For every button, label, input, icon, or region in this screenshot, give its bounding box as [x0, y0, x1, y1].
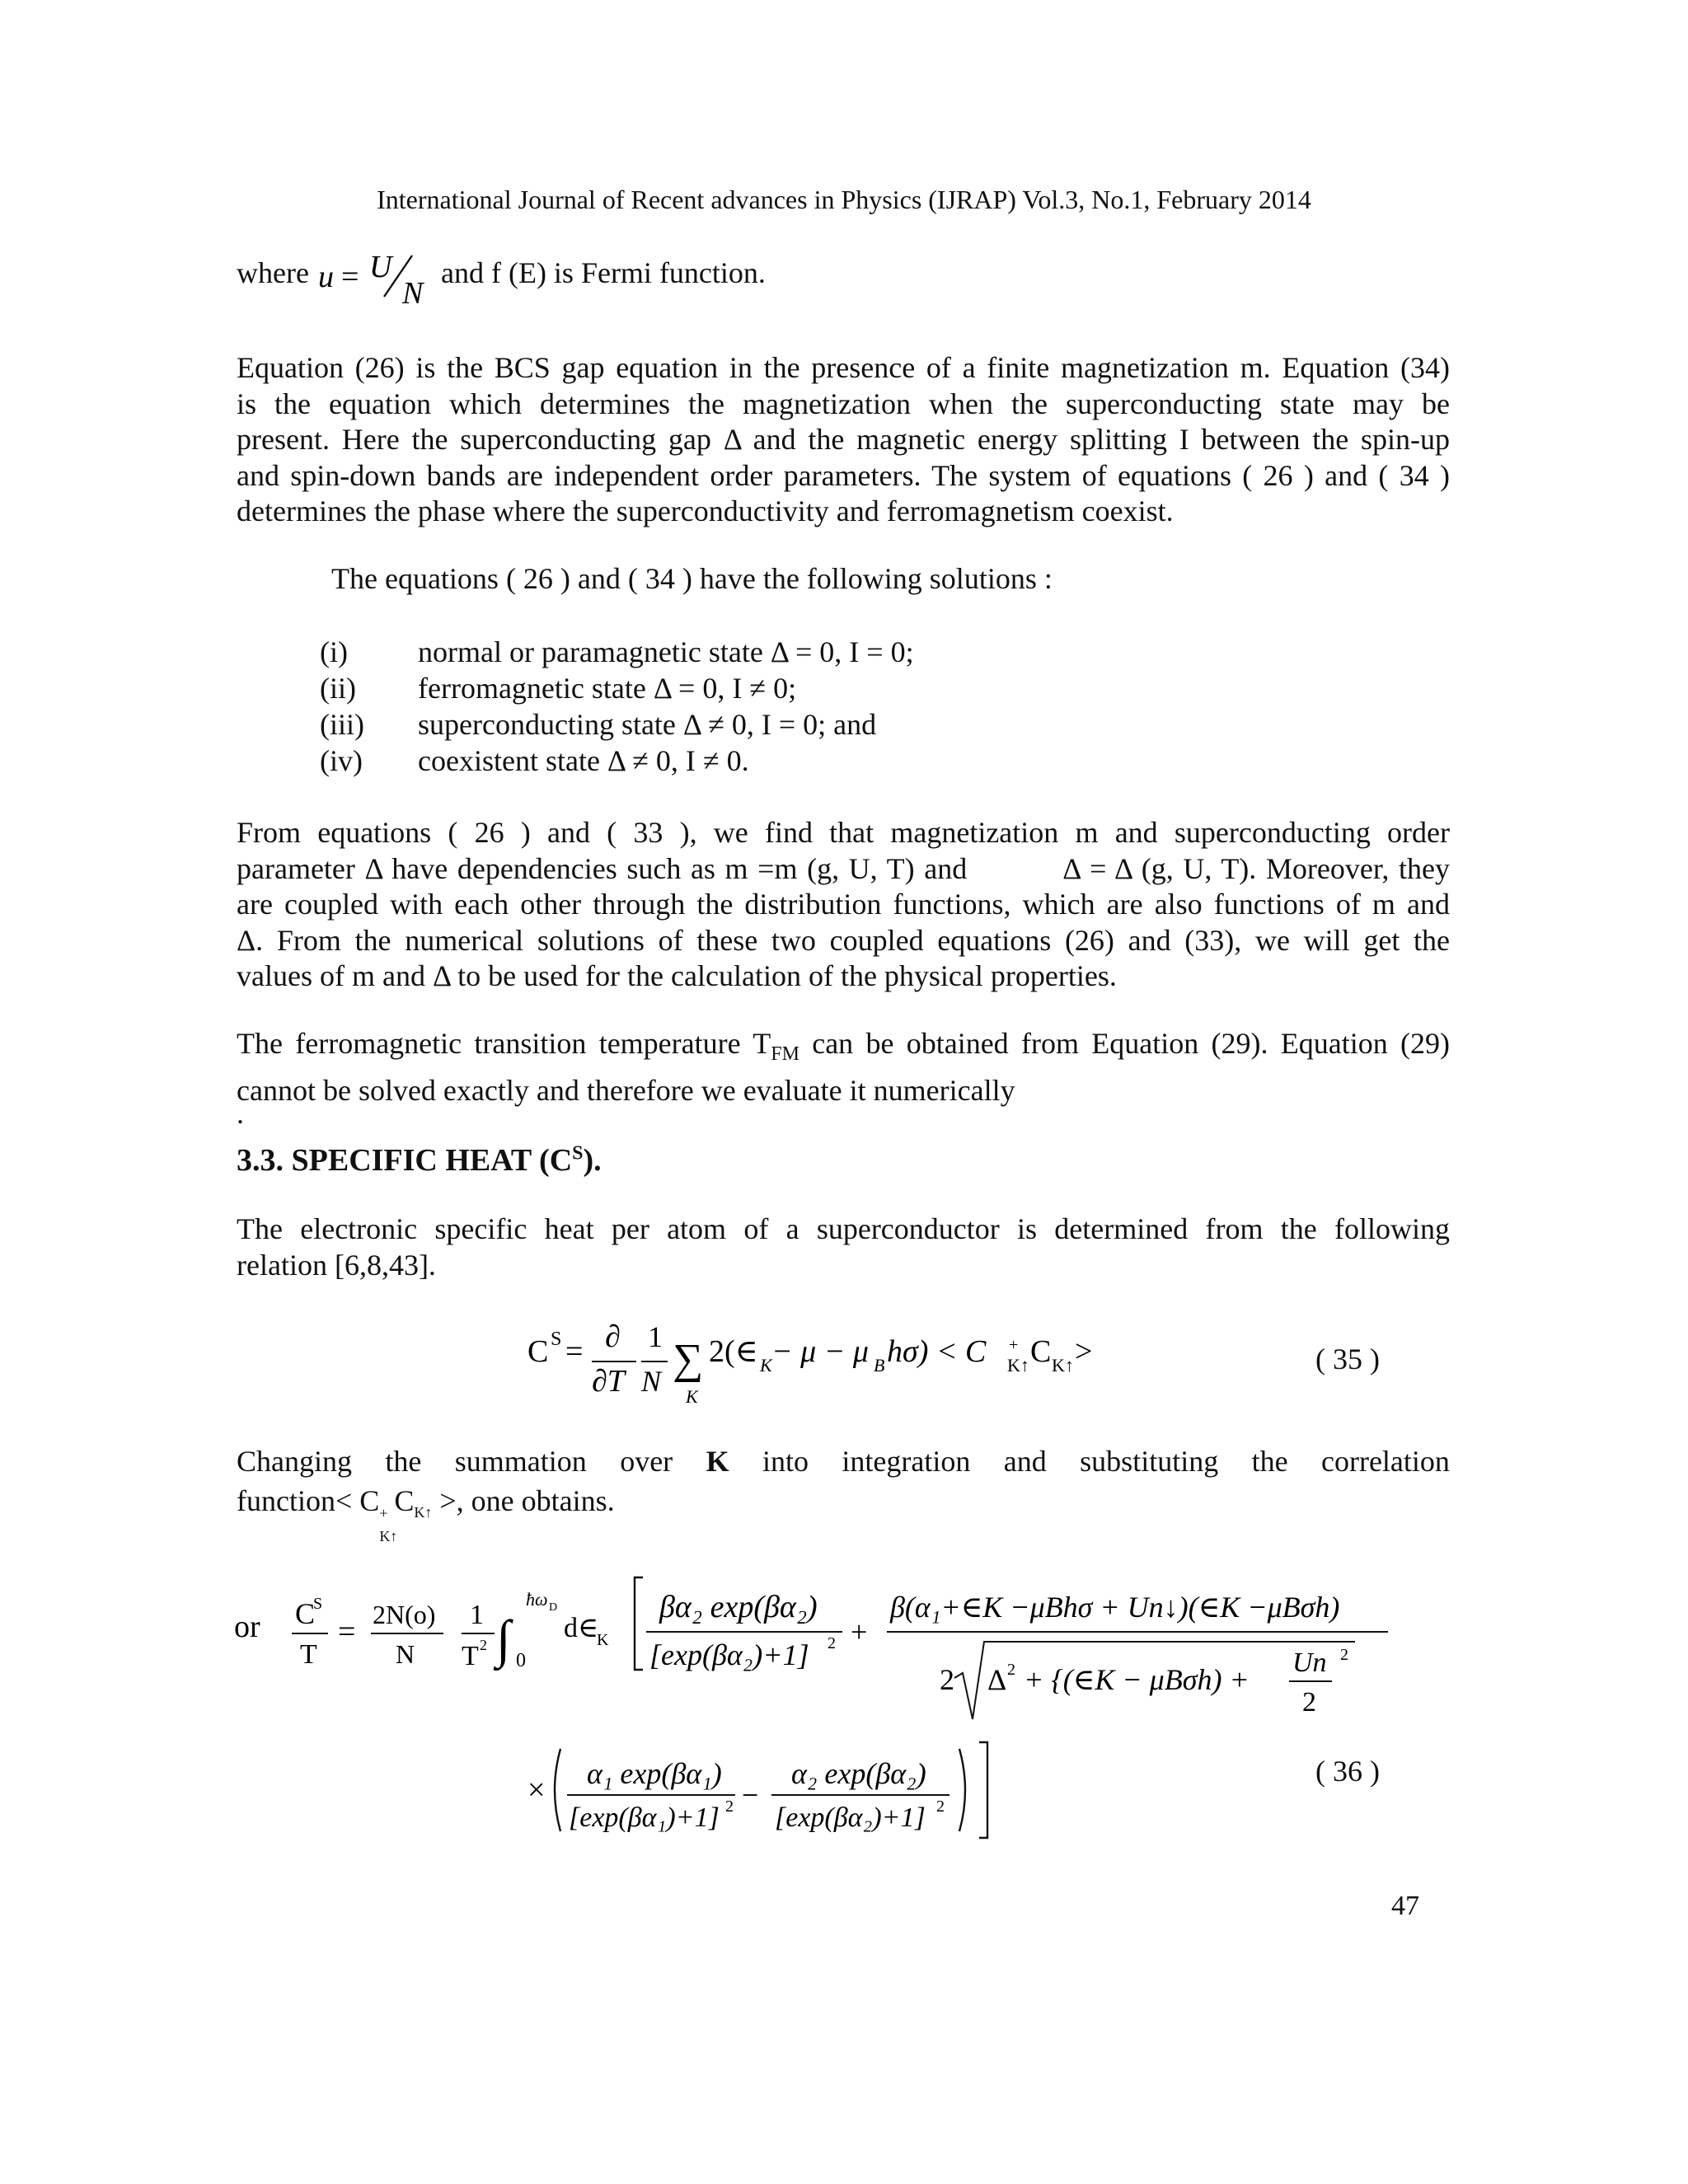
solution-text-3: superconducting state Δ ≠ 0, I = 0; and — [418, 708, 877, 741]
p4-line-2: relation [6,8,43]. — [237, 1248, 436, 1282]
eq35-number: ( 35 ) — [1315, 1343, 1380, 1376]
eq36-or: or — [234, 1610, 260, 1644]
eq36-bracket-left — [635, 1577, 643, 1670]
eq36-N: N — [396, 1639, 415, 1669]
p5-line-2 — [237, 1483, 615, 1544]
p3-line-1 — [237, 1026, 1450, 1073]
u-definition-formula — [313, 244, 445, 310]
eq36-t3-num: α₁ exp(βα₁) — [587, 1757, 722, 1790]
eq36-t4-den-sup: 2 — [936, 1797, 945, 1816]
solutions-intro: The equations ( 26 ) and ( 34 ) have the following solutions : — [331, 562, 1053, 595]
eq36-t3-den: [exp(βα₁)+1] — [569, 1802, 720, 1833]
p3-sub-fm: FM — [771, 1043, 799, 1066]
eq36-int-lower: 0 — [516, 1650, 526, 1671]
eq36-paren-right — [959, 1749, 965, 1831]
intro-where: where — [237, 256, 309, 289]
solution-text-1: normal or paramagnetic state Δ = 0, I = 0; — [418, 635, 914, 668]
eq36-int-upper: ħω — [526, 1589, 548, 1610]
eq36-integral: ∫ — [496, 1610, 511, 1668]
p2-line-1: From equations ( 26 ) and ( 33 ), we find that magnetization m and superconducting order — [237, 816, 1450, 849]
eq36-t2-brace-sup: 2 — [1340, 1646, 1348, 1664]
p5-corr-sub2: K↑ — [414, 1504, 433, 1521]
p5-line-1 — [237, 1444, 1450, 1480]
eq36-t1-num: βα₂ exp(βα₂) — [659, 1590, 818, 1624]
eq36-t3-den-sup: 2 — [725, 1797, 734, 1816]
solution-num-4: (iv) — [320, 744, 363, 777]
stray-dot: . — [237, 1097, 244, 1130]
eq36-t2-den-delta: Δ — [987, 1663, 1007, 1696]
solution-num-2: (ii) — [320, 672, 356, 705]
p5-w4: over — [620, 1445, 673, 1478]
eq36-bracket-right — [979, 1742, 987, 1838]
eq36-T2: T — [462, 1641, 479, 1671]
eq35-equals: = — [565, 1334, 584, 1369]
eq35-body: 2(∈ — [709, 1334, 758, 1369]
eq36-deps: d∈ — [564, 1613, 599, 1643]
eq36-CS: C — [295, 1597, 316, 1630]
section-title: 3.3. SPECIFIC HEAT (C — [237, 1143, 573, 1178]
paragraph-2 — [237, 815, 1450, 995]
p5-w7: integration — [842, 1445, 971, 1478]
eq36-CS-sup: S — [313, 1595, 323, 1613]
p5-w5: K — [706, 1445, 729, 1478]
eq36-t1-den: [exp(βα₂)+1] — [649, 1638, 809, 1671]
p2-line-2: parameter Δ have dependencies such as m =m (g, U, T) and Δ = Δ (g, U, T). Moreover, they — [237, 851, 1450, 885]
p4-line-1: The electronic specific heat per atom of a superconductor is determined from the following — [237, 1212, 1450, 1245]
p3-line-1b: can be obtained from Equation (29). Equation (29) — [799, 1027, 1450, 1060]
equation-36 — [231, 1566, 1401, 1863]
equation-35 — [511, 1310, 1137, 1409]
eq36-T: T — [300, 1639, 317, 1670]
eq35-c2-sub: K↑ — [1052, 1355, 1074, 1376]
p5-corr-open: < C — [335, 1484, 380, 1517]
eq35-muB-sub: B — [874, 1355, 885, 1376]
eq36-t2-un: Un — [1292, 1647, 1327, 1678]
p5-one-obtains: , one obtains. — [456, 1484, 615, 1517]
eq35-body-sub: K — [760, 1355, 772, 1376]
eq35-one: 1 — [648, 1320, 663, 1353]
eq35-body-end: hσ) < C — [887, 1334, 987, 1369]
p1-line-2: is the equation which determines the magnetization when the superconducting state may be — [237, 387, 1450, 420]
solution-num-3: (iii) — [320, 708, 364, 741]
p1-line-3: present. Here the superconducting gap Δ and the magnetic energy splitting I between the spin-up — [237, 423, 1450, 457]
running-header: International Journal of Recent advances in Physics (IJRAP) Vol.3, No.1, February 2014 — [377, 185, 1311, 214]
paragraph-4 — [237, 1212, 1450, 1283]
p5-corr-sub: K↑ — [379, 1528, 398, 1544]
p3-line-2: cannot be solved exactly and therefore we evaluate it numerically — [237, 1073, 1015, 1107]
eq36-minus: − — [742, 1779, 759, 1811]
p1-line-1: Equation (26) is the BCS gap equation in the presence of a finite magnetization m. Equation (34) — [237, 351, 1450, 384]
p1-line-5: determines the phase where the superconductivity and ferromagnetism coexist. — [237, 494, 1174, 528]
p5-function: function — [237, 1484, 335, 1517]
eq36-paren-left — [555, 1749, 560, 1831]
p5-w8: and — [1003, 1445, 1047, 1478]
eq36-t2-den-pre: 2 — [940, 1663, 954, 1696]
u-equals: = — [341, 260, 359, 294]
p5-corr-close: > — [432, 1484, 457, 1517]
eq36-number: ( 36 ) — [1315, 1755, 1380, 1788]
intro-line — [237, 255, 309, 292]
p5-w1: Changing — [237, 1445, 352, 1478]
p5-w6: into — [762, 1445, 809, 1478]
eq36-t2-num: β(α₁+∈K −μBhσ + Un↓)(∈K −μBσh) — [890, 1591, 1340, 1624]
solution-text-2: ferromagnetic state Δ = 0, I ≠ 0; — [418, 672, 797, 705]
u-N: N — [402, 276, 424, 310]
eq35-c2: C — [1030, 1334, 1052, 1369]
section-close: ). — [583, 1143, 602, 1178]
paragraph-3 — [237, 1026, 1450, 1108]
eq35-N: N — [641, 1365, 662, 1398]
eq36-t1-den-sup: 2 — [828, 1634, 836, 1652]
u-var: u — [318, 260, 334, 294]
p2-line-5: values of m and Δ to be used for the calculation of the physical properties. — [237, 959, 1117, 993]
p5-w2: the — [385, 1445, 422, 1478]
page-number: 47 — [1391, 1891, 1419, 1921]
eq36-t2-den-mid: + {(∈K − μBσh) + — [1024, 1663, 1250, 1696]
solution-text-4: coexistent state Δ ≠ 0, I ≠ 0. — [418, 744, 749, 777]
eq36-t4-den: [exp(βα₂)+1] — [775, 1802, 926, 1833]
eq35-sum: ∑ — [673, 1336, 704, 1383]
eq36-deps-sub: K — [597, 1631, 609, 1649]
eq35-lhs-sup: S — [551, 1329, 562, 1350]
p5-w11: correlation — [1321, 1445, 1450, 1478]
p1-line-4: and spin-down bands are independent order parameters. The system of equations ( 26 ) and ( 34 ) — [237, 458, 1450, 492]
eq36-t2-den-delta-sup: 2 — [1007, 1661, 1015, 1679]
eq35-body-rest: − μ − μ — [771, 1334, 869, 1369]
p5-corr-c: C — [394, 1484, 415, 1517]
eq35-dT: ∂T — [592, 1364, 625, 1399]
p2-line-3: are coupled with each other through the distribution functions, which are also functions of m and — [237, 888, 1450, 921]
paragraph-1 — [237, 350, 1450, 530]
eq36-times: × — [528, 1773, 546, 1807]
u-U: U — [369, 250, 392, 284]
eq35-sum-idx: K — [686, 1386, 698, 1407]
intro-tail: and f (E) is Fermi function. — [441, 256, 766, 289]
eq36-one: 1 — [470, 1600, 484, 1630]
eq36-eq: = — [338, 1615, 356, 1649]
p5-corr-sup: + — [379, 1505, 388, 1521]
eq35-partial: ∂ — [605, 1319, 621, 1354]
eq35-close: > — [1075, 1334, 1093, 1369]
eq36-T2-sup: 2 — [480, 1637, 487, 1653]
solution-num-1: (i) — [320, 635, 348, 668]
eq36-t4-num: α₂ exp(βα₂) — [791, 1757, 926, 1790]
p5-w10: the — [1251, 1445, 1288, 1478]
eq35-cdag-sup: + — [1009, 1336, 1019, 1354]
eq36-t2-two: 2 — [1302, 1687, 1316, 1718]
p5-w9: substituting — [1080, 1445, 1219, 1478]
p5-w3: summation — [454, 1445, 587, 1478]
p3-line-1a: The ferromagnetic transition temperature T — [237, 1027, 771, 1060]
eq36-int-upper-sub: D — [549, 1601, 558, 1614]
eq35-lhs: C — [528, 1334, 549, 1369]
section-heading — [237, 1142, 602, 1179]
eq36-plus: + — [851, 1615, 868, 1648]
p2-line-4: Δ. From the numerical solutions of these two coupled equations (26) and (33), we will get the — [237, 923, 1450, 957]
eq36-2N0: 2N(o) — [373, 1600, 436, 1629]
eq35-cdag-sub: K↑ — [1007, 1355, 1029, 1376]
section-sup: S — [572, 1142, 584, 1165]
